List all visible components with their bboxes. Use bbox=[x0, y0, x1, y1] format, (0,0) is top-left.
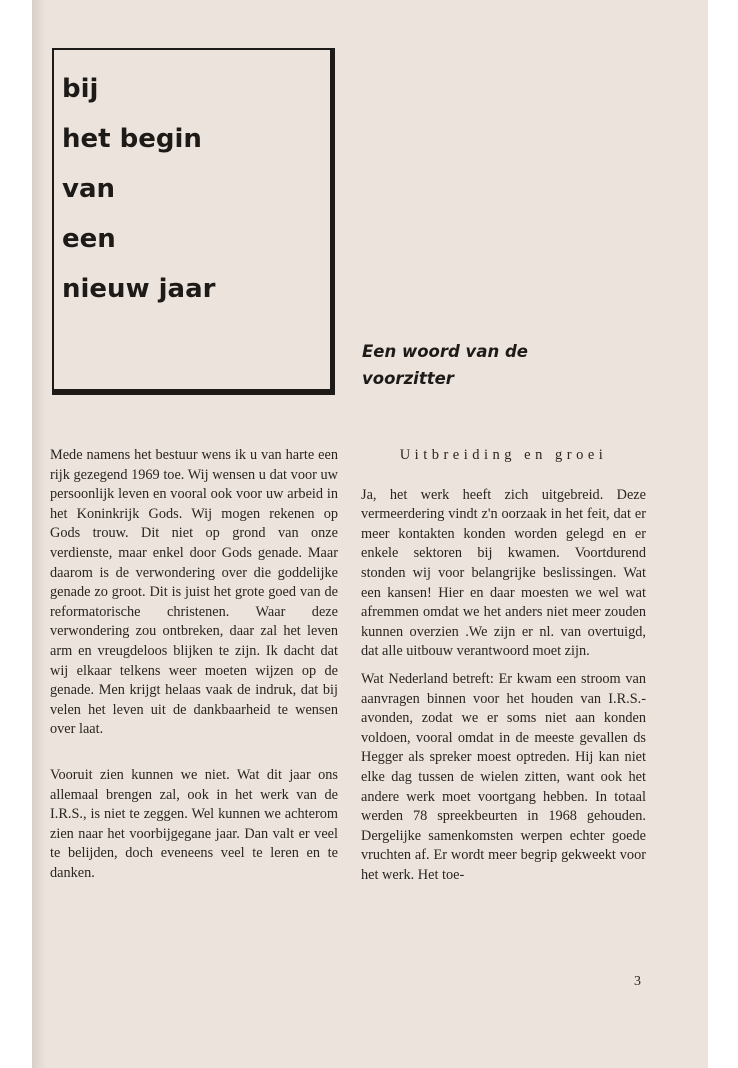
page-number: 3 bbox=[634, 974, 641, 989]
body-paragraph: Wat Nederland betreft: Er kwam een stroom van aanvragen binnen voor het houden van I.R.S.-avonden, zodat we er soms niet aan konden voldoen, vooral omdat in de meeste gevallen ds Hegger als spreker moest optreden. Hij kan niet elke dag tussen de wielen zitten, want ook het andere werk moet voortgang hebben. In totaal werden 78 spreekbeurten in 1968 gehouden. Dergelijke samenkomsten werpen echter goede vruchten af. Er wordt meer begrip gekweekt voor het werk. Het toe- bbox=[361, 670, 646, 883]
section-heading: Uitbreiding en groei bbox=[399, 447, 608, 463]
left-column bbox=[50, 446, 338, 883]
article-subtitle: Een woord van de voorzitter bbox=[362, 342, 528, 388]
title-line: nieuw jaar bbox=[62, 274, 216, 304]
title-text bbox=[62, 64, 215, 314]
body-paragraph: Vooruit zien kunnen we niet. Wat dit jaar ons allemaal brengen zal, ook in het werk van de I.R.S., is niet te zeggen. Wel kunnen we achterom zien naar het voorbijgegane jaar. Dan valt er veel te belijden, doch eveneens veel te leren en te danken. bbox=[50, 766, 338, 881]
body-paragraph: Mede namens het bestuur wens ik u van harte een rijk gezegend 1969 toe. Wij wensen u dat voor uw persoonlijk leven en vooral ook voor uw arbeid in het Koninkrijk Gods. Wij mogen rekenen op Gods trouw. Dit niet op grond van onze verdienste, maar enkel door Gods genade. Maar daarom is de verwondering over die goddelijke genade zo groot. Dit is juist het grote goed van de reformatorische christenen. Waar deze verwondering zou ontbreken, daar zal het leven arm en vreugdeloos blijken te zijn. Ik dacht dat wij elkaar telkens weer moeten wijzen op de genade. Men krijgt helaas vaak de indruk, dat bij velen het leven uit de dankbaarheid te wensen over laat. bbox=[50, 447, 338, 738]
right-column bbox=[361, 446, 646, 885]
title-line: bij bbox=[62, 74, 99, 104]
title-line: van bbox=[62, 174, 116, 204]
page-edge-shadow bbox=[32, 0, 46, 1068]
title-line: het begin bbox=[62, 124, 202, 154]
body-paragraph: Ja, het werk heeft zich uitgebreid. Deze vermeerdering vindt z'n oorzaak in het feit, dat er meer kontakten konden worden gelegd en er enkele sektoren bij kwamen. Voortdurend stonden wij voor belangrijke beslissingen. Wat een kansen! Hier en daar moesten we wel wat afremmen omdat we het anders niet meer zouden kunnen overzien .We zijn er nl. van overtuigd, dat alle uitbouw verantwoord moet zijn. bbox=[361, 486, 646, 660]
title-line: een bbox=[62, 224, 116, 254]
